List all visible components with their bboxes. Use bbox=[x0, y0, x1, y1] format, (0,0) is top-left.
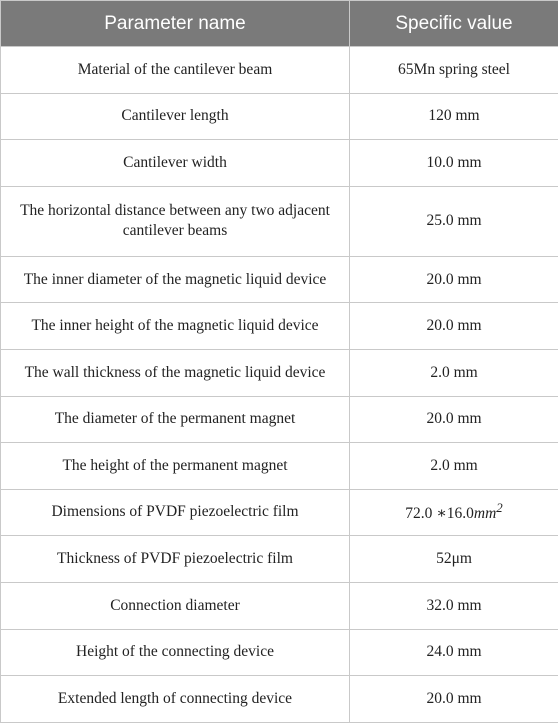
film-dimensions-unit: mm bbox=[473, 505, 497, 523]
parameter-value-cell: 32.0 mm bbox=[350, 582, 558, 629]
parameter-name-cell: Material of the cantilever beam bbox=[1, 47, 350, 94]
parameter-value-cell: 20.0 mm bbox=[350, 396, 558, 443]
table-row bbox=[1, 443, 558, 490]
parameter-name-cell: The inner height of the magnetic liquid device bbox=[1, 303, 350, 350]
parameter-name-cell: Height of the connecting device bbox=[1, 629, 350, 676]
parameter-value-cell: 52μm bbox=[350, 536, 558, 583]
parameter-value-cell: 25.0 mm bbox=[350, 186, 558, 256]
table-row bbox=[1, 536, 558, 583]
table-row bbox=[1, 140, 558, 187]
table-row bbox=[1, 582, 558, 629]
parameter-name-cell: The diameter of the permanent magnet bbox=[1, 396, 350, 443]
table-row bbox=[1, 349, 558, 396]
parameter-value-cell: 20.0 mm bbox=[350, 676, 558, 723]
table-row bbox=[1, 489, 558, 536]
film-dimensions-value: 72.0 ∗16.0 bbox=[405, 505, 474, 523]
parameter-name-cell: Thickness of PVDF piezoelectric film bbox=[1, 536, 350, 583]
parameter-name-cell: Cantilever width bbox=[1, 140, 350, 187]
header-specific-value: Specific value bbox=[350, 1, 558, 47]
parameter-value-cell: 2.0 mm bbox=[350, 349, 558, 396]
parameter-value-cell: 24.0 mm bbox=[350, 629, 558, 676]
table-row bbox=[1, 186, 558, 256]
parameter-name-cell: Dimensions of PVDF piezoelectric film bbox=[1, 489, 350, 536]
parameter-name-cell: The horizontal distance between any two adjacent cantilever beams bbox=[1, 186, 350, 256]
table-row bbox=[1, 396, 558, 443]
parameter-name-cell: Connection diameter bbox=[1, 582, 350, 629]
parameter-value-cell: 20.0 mm bbox=[350, 256, 558, 303]
table-row bbox=[1, 256, 558, 303]
table-row bbox=[1, 303, 558, 350]
parameter-name-cell: The wall thickness of the magnetic liquid device bbox=[1, 349, 350, 396]
parameter-value-cell: 65Mn spring steel bbox=[350, 47, 558, 94]
parameter-name-cell: The inner diameter of the magnetic liquid device bbox=[1, 256, 350, 303]
parameter-value-cell: 120 mm bbox=[350, 93, 558, 140]
parameter-value-cell: 20.0 mm bbox=[350, 303, 558, 350]
parameter-name-cell: The height of the permanent magnet bbox=[1, 443, 350, 490]
header-parameter-name: Parameter name bbox=[1, 1, 350, 47]
parameter-name-cell: Extended length of connecting device bbox=[1, 676, 350, 723]
parameter-value-cell bbox=[350, 489, 558, 536]
table-header-row bbox=[1, 1, 558, 47]
film-dimensions-unit-exponent: 2 bbox=[496, 500, 503, 516]
table-row bbox=[1, 93, 558, 140]
parameter-value-cell: 10.0 mm bbox=[350, 140, 558, 187]
parameter-name-cell: Cantilever length bbox=[1, 93, 350, 140]
table-row bbox=[1, 676, 558, 723]
table-row bbox=[1, 47, 558, 94]
table-row bbox=[1, 629, 558, 676]
parameter-value-cell: 2.0 mm bbox=[350, 443, 558, 490]
